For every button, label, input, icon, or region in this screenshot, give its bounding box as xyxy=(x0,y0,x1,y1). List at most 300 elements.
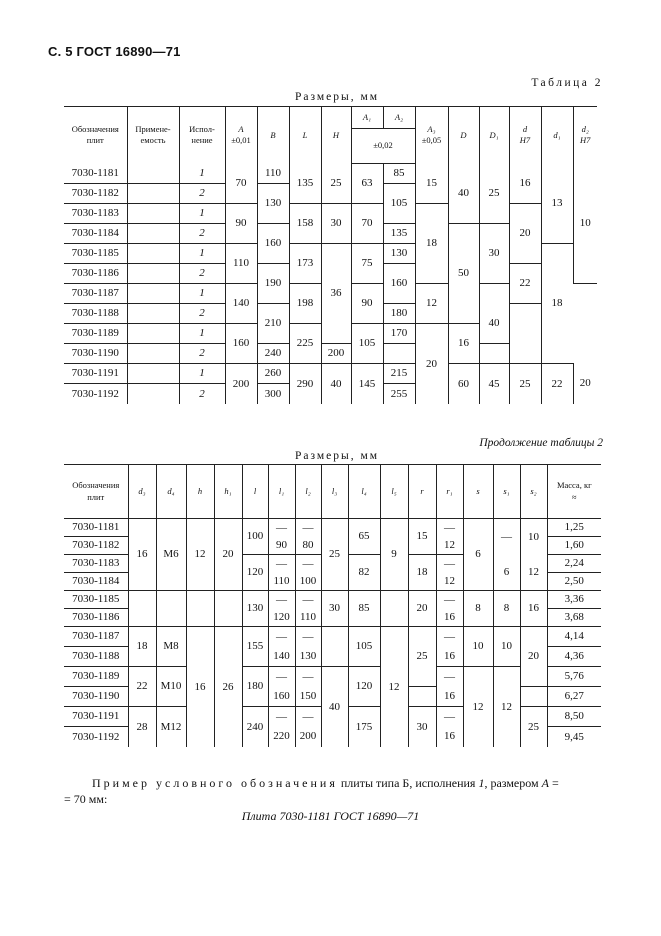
header-A3-symbol: A₃ xyxy=(427,123,436,134)
cell-D1: 45 xyxy=(479,364,509,404)
header-r1-symbol: r₁ xyxy=(446,485,453,496)
cell-h: 12 xyxy=(186,519,214,591)
cell-A1: 145 xyxy=(351,364,383,404)
cell-r1: 16 xyxy=(436,727,463,747)
cell-A2: 215 xyxy=(383,364,415,384)
cell-B: 300 xyxy=(257,384,289,404)
sizes-caption: Размеры, мм xyxy=(295,91,380,103)
table-row xyxy=(64,344,597,364)
cell-mass: 9,45 xyxy=(547,727,601,747)
header-l xyxy=(242,465,268,519)
header-D xyxy=(448,107,479,164)
cell-d3: 16 xyxy=(128,519,156,591)
cell-applicability xyxy=(127,384,179,404)
cell-d1: 13 xyxy=(541,164,573,244)
header-d3 xyxy=(128,465,156,519)
cell-r: 30 xyxy=(408,707,436,747)
cell-mass: 2,50 xyxy=(547,573,601,591)
header-l4-symbol: l₄ xyxy=(361,485,367,496)
cell-h xyxy=(186,591,214,627)
table-row xyxy=(64,204,597,224)
table-row xyxy=(64,627,601,647)
cell-l: 130 xyxy=(242,591,268,627)
cell-A1: 75 xyxy=(351,244,383,284)
cell-l4: 105 xyxy=(348,627,380,667)
cell-L: 158 xyxy=(289,204,321,244)
header-execution xyxy=(179,107,225,164)
cell-l4: 65 xyxy=(348,519,380,555)
header-s2 xyxy=(520,465,547,519)
header-l3-symbol: l₃ xyxy=(331,485,338,496)
header-d4 xyxy=(156,465,186,519)
cell-A2: 130 xyxy=(383,244,415,264)
cell-designation: 7030-1191 xyxy=(64,364,127,384)
cell-l1: 120 xyxy=(268,609,295,627)
header-d-symbol: d xyxy=(522,123,528,134)
cell-l1: — xyxy=(268,519,295,537)
cell-L: 173 xyxy=(289,244,321,284)
cell-l2: — xyxy=(295,591,321,609)
header-l2-symbol: l₂ xyxy=(305,485,311,496)
example-formula: Плита 7030-1181 ГОСТ 16890—71 xyxy=(241,809,420,823)
header-l3 xyxy=(321,465,348,519)
cell-d4 xyxy=(156,591,186,627)
cell-r1: — xyxy=(436,707,463,727)
cell-l1: 220 xyxy=(268,727,295,747)
cell-L: 198 xyxy=(289,284,321,324)
cell-execution: 1 xyxy=(179,364,225,384)
cell-mass: 1,60 xyxy=(547,537,601,555)
header-d2-fit: H7 xyxy=(580,135,591,146)
header-d1-symbol: d₁ xyxy=(553,129,561,140)
cell-s: 6 xyxy=(463,519,493,591)
cell-designation: 7030-1181 xyxy=(64,164,127,184)
cell-D xyxy=(383,344,415,364)
header-l5 xyxy=(380,465,408,519)
header-d1 xyxy=(541,107,573,164)
cell-mass: 8,50 xyxy=(547,707,601,727)
cell-execution: 2 xyxy=(179,264,225,284)
cell-execution: 2 xyxy=(179,344,225,364)
dimensions-table xyxy=(64,106,597,404)
cell-l1: — xyxy=(268,707,295,727)
header-D1-symbol: D₁ xyxy=(489,129,499,140)
cell-d4: M10 xyxy=(156,667,186,707)
cell-A2: 170 xyxy=(383,324,415,344)
cell-A: 70 xyxy=(225,164,257,204)
cell-l2: — xyxy=(295,519,321,537)
cell-l2: 200 xyxy=(295,727,321,747)
cell-designation: 7030-1184 xyxy=(64,224,127,244)
cell-designation: 7030-1185 xyxy=(64,244,127,264)
example-text: плиты типа Б, исполнения xyxy=(337,776,479,790)
example-lead: Пример условного обозначения xyxy=(92,776,338,790)
header-A1 xyxy=(351,107,383,129)
example-line2: = 70 мм: xyxy=(64,792,108,806)
cell-l2: — xyxy=(295,707,321,727)
header-l4 xyxy=(348,465,380,519)
cell-l2: 110 xyxy=(295,609,321,627)
cell-d3: 22 xyxy=(128,667,156,707)
cell-s: 8 xyxy=(463,591,493,627)
cell-designation: 7030-1183 xyxy=(64,555,128,573)
cell-execution: 1 xyxy=(179,324,225,344)
example-text2: , размером xyxy=(484,776,542,790)
cell-A1: 105 xyxy=(351,324,383,364)
header-s1 xyxy=(493,465,520,519)
cell-B: 130 xyxy=(257,184,289,224)
cell-l4: 82 xyxy=(348,555,380,591)
cell-D1: 25 xyxy=(479,164,509,224)
cell-l2: 100 xyxy=(295,573,321,591)
cell-r: 18 xyxy=(408,555,436,591)
cell-A1: 63 xyxy=(351,164,383,204)
cell-designation: 7030-1182 xyxy=(64,184,127,204)
cell-designation: 7030-1188 xyxy=(64,647,128,667)
cell-s: 12 xyxy=(463,667,493,747)
cell-d4: M8 xyxy=(156,627,186,667)
cell-l1: — xyxy=(268,667,295,687)
header-H-symbol: H xyxy=(332,129,340,140)
cell-r1: 16 xyxy=(436,609,463,627)
cell-applicability xyxy=(127,164,179,184)
header-d4-symbol: d₄ xyxy=(167,485,175,496)
cell-mass: 3,68 xyxy=(547,609,601,627)
cell-l2: 130 xyxy=(295,647,321,667)
cell-l1: 90 xyxy=(268,537,295,555)
cell-mass: 5,76 xyxy=(547,667,601,687)
header-L xyxy=(289,107,321,164)
cell-d4: M12 xyxy=(156,707,186,747)
cell-designation: 7030-1186 xyxy=(64,264,127,284)
cell-designation: 7030-1187 xyxy=(64,627,128,647)
header-d2 xyxy=(573,107,597,164)
cell-A: 90 xyxy=(225,204,257,244)
cell-h1: 26 xyxy=(214,627,242,747)
cell-s1: — xyxy=(493,519,520,555)
cell-l1: 110 xyxy=(268,573,295,591)
cell-d1: 22 xyxy=(541,364,573,404)
cell-l1: — xyxy=(268,555,295,573)
cell-mass: 4,14 xyxy=(547,627,601,647)
cell-l: 240 xyxy=(242,707,268,747)
cell-d3: 28 xyxy=(128,707,156,747)
header-h1 xyxy=(214,465,242,519)
header-s-symbol: s xyxy=(476,485,480,496)
cell-d: 20 xyxy=(509,204,541,264)
cell-r1: 16 xyxy=(436,687,463,707)
header-l-symbol: l xyxy=(253,485,257,496)
cell-d1: 18 xyxy=(541,244,573,364)
header-applicability-text: Примене- емость xyxy=(135,123,171,146)
header-designation-text: Обозначения плит xyxy=(71,123,119,146)
cell-s1: 10 xyxy=(493,627,520,667)
cell-l2: — xyxy=(295,627,321,647)
cell-s1: 8 xyxy=(493,591,520,627)
cell-execution: 1 xyxy=(179,164,225,184)
cell-designation: 7030-1181 xyxy=(64,519,128,537)
cell-l3: 30 xyxy=(321,591,348,627)
header-A1-symbol: A₁ xyxy=(362,111,372,122)
cell-l5: 9 xyxy=(380,519,408,591)
cell-s1: 6 xyxy=(493,555,520,591)
header-l1 xyxy=(268,465,295,519)
header-l1-symbol: l₁ xyxy=(278,485,285,496)
example-text3: = xyxy=(548,776,559,790)
cell-l1: — xyxy=(268,591,295,609)
cell-execution: 2 xyxy=(179,184,225,204)
cell-A2: 255 xyxy=(383,384,415,404)
cell-l: 180 xyxy=(242,667,268,707)
cell-A2: 85 xyxy=(383,164,415,184)
cell-B: 260 xyxy=(257,364,289,384)
cell-designation: 7030-1190 xyxy=(64,687,128,707)
cell-A: 200 xyxy=(225,364,257,404)
cell-d2: 16 xyxy=(448,324,479,364)
cell-applicability xyxy=(127,224,179,244)
cell-D: 50 xyxy=(448,224,479,324)
cell-designation: 7030-1183 xyxy=(64,204,127,224)
cell-L: 225 xyxy=(289,324,321,364)
dimensions-table-continued xyxy=(64,464,601,747)
header-r xyxy=(408,465,436,519)
cell-h: 16 xyxy=(186,627,214,747)
cell-designation: 7030-1184 xyxy=(64,573,128,591)
cell-designation: 7030-1185 xyxy=(64,591,128,609)
cell-designation: 7030-1188 xyxy=(64,304,127,324)
cell-applicability xyxy=(127,184,179,204)
cell-l4: 120 xyxy=(348,667,380,707)
cell-s: 10 xyxy=(463,627,493,667)
cell-d2: 10 xyxy=(573,164,597,284)
header-A1A2-tol xyxy=(351,129,415,164)
header-B-symbol: B xyxy=(270,129,276,140)
cell-l3 xyxy=(321,627,348,667)
header-h1-symbol: h₁ xyxy=(224,485,232,496)
header-mass xyxy=(547,465,601,519)
cell-A1: 90 xyxy=(351,284,383,324)
cell-s2 xyxy=(520,687,547,707)
cell-l3: 25 xyxy=(321,519,348,591)
header-L-symbol: L xyxy=(302,129,308,140)
cell-H: 25 xyxy=(321,164,351,204)
cell-l: 120 xyxy=(242,555,268,591)
table-label: Таблица 2 xyxy=(531,77,603,89)
header-r-symbol: r xyxy=(420,485,424,496)
cell-A: 160 xyxy=(225,324,257,364)
cell-A: 140 xyxy=(225,284,257,324)
designation-example xyxy=(92,775,612,792)
header-execution-text: Испол- нение xyxy=(189,123,215,146)
cell-D1: 40 xyxy=(479,304,509,344)
cell-l2: — xyxy=(295,667,321,687)
header-r1 xyxy=(436,465,463,519)
cell-execution: 2 xyxy=(179,224,225,244)
cell-execution: 1 xyxy=(179,204,225,224)
table-row xyxy=(64,164,597,184)
header-A3 xyxy=(415,107,448,164)
header-mass-text: Масса, кг ≈ xyxy=(556,480,592,502)
cell-h1: 20 xyxy=(214,519,242,591)
table-row xyxy=(64,519,601,537)
cell-d3 xyxy=(128,591,156,627)
table-row xyxy=(64,591,601,609)
cell-s2: 16 xyxy=(520,591,547,627)
cell-l1: 160 xyxy=(268,687,295,707)
cell-A2: 200 xyxy=(321,344,351,364)
sizes-caption-2: Размеры, мм xyxy=(295,450,380,462)
header-d3-symbol: d₃ xyxy=(138,485,146,496)
page-header: С. 5 ГОСТ 16890—71 xyxy=(48,44,181,59)
cell-H: 40 xyxy=(321,364,351,404)
cell-d2: 12 xyxy=(415,284,448,324)
cell-applicability xyxy=(127,304,179,324)
cell-designation: 7030-1191 xyxy=(64,707,128,727)
cell-B: 160 xyxy=(257,224,289,264)
cell-B: 240 xyxy=(257,344,289,364)
cell-d: 22 xyxy=(509,264,541,304)
example-param: A xyxy=(541,776,549,790)
cell-D1: 30 xyxy=(479,224,509,284)
cell-H: 30 xyxy=(321,204,351,244)
cell-l: 100 xyxy=(242,519,268,555)
cell-l5 xyxy=(380,591,408,627)
header-d xyxy=(509,107,541,164)
header-l2 xyxy=(295,465,321,519)
cell-designation: 7030-1186 xyxy=(64,609,128,627)
header-h-symbol: h xyxy=(197,485,203,496)
cell-l2: 150 xyxy=(295,687,321,707)
cell-applicability xyxy=(127,344,179,364)
cell-mass: 3,36 xyxy=(547,591,601,609)
cell-L: 135 xyxy=(289,164,321,204)
cell-A3: 20 xyxy=(415,324,448,404)
cell-l5: 12 xyxy=(380,627,408,747)
cell-execution: 1 xyxy=(179,244,225,264)
cell-r: 15 xyxy=(408,519,436,555)
cell-r: 20 xyxy=(408,591,436,627)
cell-A3: 15 xyxy=(415,164,448,204)
header-d-fit: H7 xyxy=(519,135,531,146)
cell-d2: 20 xyxy=(573,364,597,404)
cell-applicability xyxy=(127,244,179,264)
table-row xyxy=(64,364,597,384)
cell-A2: 160 xyxy=(383,264,415,304)
header-s xyxy=(463,465,493,519)
cell-L: 290 xyxy=(289,364,321,404)
header-A-tol: ±0,01 xyxy=(231,135,251,146)
cell-d: 25 xyxy=(509,364,541,404)
cell-applicability xyxy=(127,324,179,344)
header-designation-text: Обозначения плит xyxy=(72,480,120,502)
cell-mass: 4,36 xyxy=(547,647,601,667)
header-s2-symbol: s₂ xyxy=(530,485,537,496)
cell-l1: 140 xyxy=(268,647,295,667)
example-exec: 1 xyxy=(478,776,485,790)
cell-applicability xyxy=(127,264,179,284)
header-designation xyxy=(64,465,128,519)
header-H xyxy=(321,107,351,164)
cell-l: 155 xyxy=(242,627,268,667)
cell-D: 40 xyxy=(448,164,479,224)
cell-execution: 2 xyxy=(179,304,225,324)
cell-designation: 7030-1189 xyxy=(64,667,128,687)
cell-D: 60 xyxy=(448,364,479,404)
cell-mass: 6,27 xyxy=(547,687,601,707)
header-D-symbol: D xyxy=(460,129,467,140)
cell-A: 110 xyxy=(225,244,257,284)
cell-l4: 175 xyxy=(348,707,380,747)
header-A2-symbol: A₂ xyxy=(394,111,404,122)
cell-B: 210 xyxy=(257,304,289,344)
cell-l3: 40 xyxy=(321,667,348,747)
header-A3-tol: ±0,05 xyxy=(421,135,442,146)
header-designation xyxy=(64,107,127,164)
header-s1-symbol: s₁ xyxy=(503,485,510,496)
cell-A2: 180 xyxy=(383,304,415,324)
cell-d4: M6 xyxy=(156,519,186,591)
cell-D1 xyxy=(479,344,509,364)
cell-applicability xyxy=(127,284,179,304)
header-B xyxy=(257,107,289,164)
cell-A2: 105 xyxy=(383,184,415,224)
cell-s2: 20 xyxy=(520,627,547,687)
cell-l1: — xyxy=(268,627,295,647)
cell-h1 xyxy=(214,591,242,627)
header-A2 xyxy=(383,107,415,129)
cell-r1: 16 xyxy=(436,647,463,667)
cell-r1: 12 xyxy=(436,537,463,555)
cell-r1: 12 xyxy=(436,573,463,591)
cell-s2: 12 xyxy=(520,555,547,591)
cell-l2: — xyxy=(295,555,321,573)
cell-l2: 80 xyxy=(295,537,321,555)
header-A-symbol: A xyxy=(238,123,244,134)
cell-mass: 2,24 xyxy=(547,555,601,573)
cell-r1: — xyxy=(436,591,463,609)
header-A xyxy=(225,107,257,164)
cell-B: 110 xyxy=(257,164,289,184)
header-h xyxy=(186,465,214,519)
header-A1A2-tol-text: ±0,02 xyxy=(373,140,393,151)
cell-A1: 70 xyxy=(351,204,383,244)
cell-s1: 12 xyxy=(493,667,520,747)
cell-r1: — xyxy=(436,667,463,687)
cell-A3: 18 xyxy=(415,204,448,284)
cell-designation: 7030-1192 xyxy=(64,384,127,404)
cell-r: 25 xyxy=(408,627,436,687)
cell-d3: 18 xyxy=(128,627,156,667)
header-applicability xyxy=(127,107,179,164)
header-l5-symbol: l₅ xyxy=(391,485,397,496)
continuation-label: Продолжение таблицы 2 xyxy=(479,437,603,449)
cell-l4: 85 xyxy=(348,591,380,627)
cell-s2: 10 xyxy=(520,519,547,555)
cell-designation: 7030-1189 xyxy=(64,324,127,344)
cell-applicability xyxy=(127,204,179,224)
header-D1 xyxy=(479,107,509,164)
cell-d: 16 xyxy=(509,164,541,204)
cell-r xyxy=(408,687,436,707)
cell-r1: — xyxy=(436,627,463,647)
cell-designation: 7030-1187 xyxy=(64,284,127,304)
cell-mass: 1,25 xyxy=(547,519,601,537)
cell-A2: 135 xyxy=(383,224,415,244)
cell-designation: 7030-1182 xyxy=(64,537,128,555)
cell-applicability xyxy=(127,364,179,384)
cell-r1: — xyxy=(436,555,463,573)
cell-s2: 25 xyxy=(520,707,547,747)
